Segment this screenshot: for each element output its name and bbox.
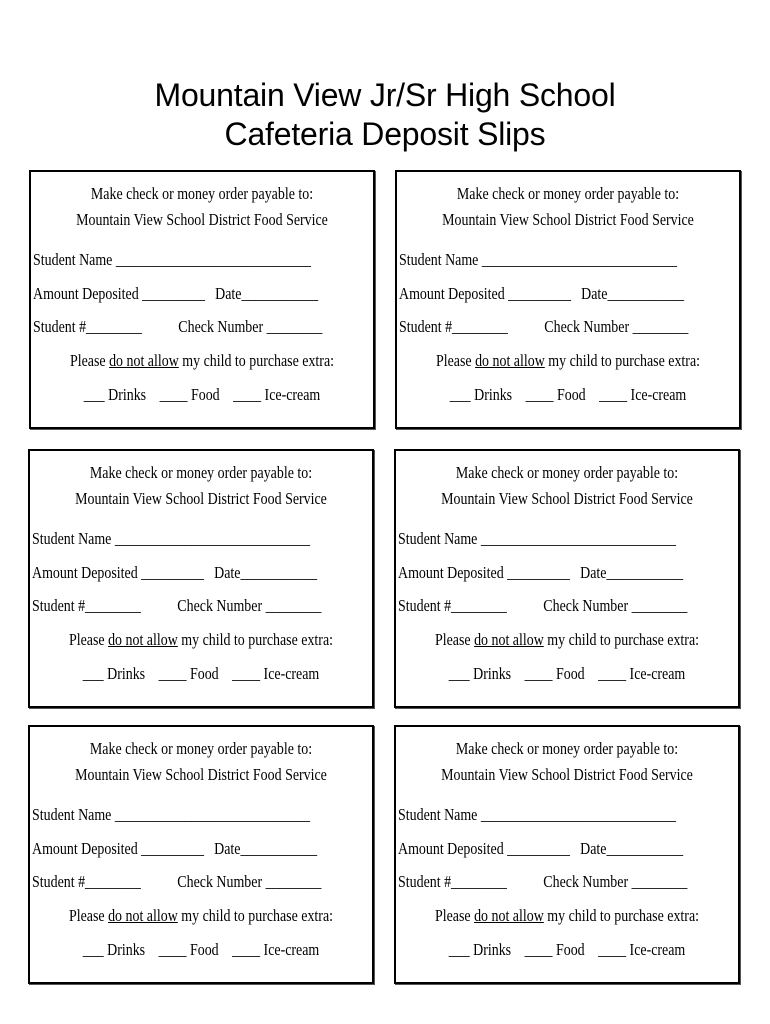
payee-name: Mountain View School District Food Service bbox=[442, 210, 694, 229]
date-field[interactable]: Date___________ bbox=[580, 839, 684, 858]
amount-deposited-field[interactable]: Amount Deposited _________ bbox=[33, 284, 205, 303]
student-check-row bbox=[32, 596, 322, 616]
icecream-option[interactable]: ____ Ice-cream bbox=[598, 664, 686, 683]
restriction-options bbox=[427, 664, 707, 684]
check-number-field[interactable]: Check Number ________ bbox=[177, 596, 322, 615]
page-title-line-1: Mountain View Jr/Sr High School bbox=[154, 77, 616, 113]
restriction-label bbox=[61, 630, 341, 650]
student-check-row bbox=[32, 872, 322, 892]
student-check-row bbox=[399, 317, 689, 337]
payable-to-label: Make check or money order payable to: bbox=[89, 739, 313, 758]
restriction-suffix: my child to purchase extra: bbox=[543, 630, 700, 649]
amount-date-row bbox=[33, 284, 319, 304]
restriction-suffix: my child to purchase extra: bbox=[177, 630, 334, 649]
date-field[interactable]: Date___________ bbox=[214, 563, 318, 582]
restriction-suffix: my child to purchase extra: bbox=[177, 906, 334, 925]
check-number-field[interactable]: Check Number ________ bbox=[544, 317, 689, 336]
restriction-options bbox=[427, 940, 707, 960]
food-option[interactable]: ____ Food bbox=[524, 664, 585, 683]
restriction-label bbox=[61, 906, 341, 926]
restriction-options bbox=[61, 940, 341, 960]
deposit-slip bbox=[395, 170, 741, 429]
student-name-field[interactable]: Student Name ____________________________ bbox=[33, 250, 312, 269]
student-number-field[interactable]: Student #________ bbox=[32, 596, 141, 615]
date-field[interactable]: Date___________ bbox=[580, 563, 684, 582]
amount-deposited-field[interactable]: Amount Deposited _________ bbox=[399, 284, 571, 303]
student-name-field[interactable]: Student Name ____________________________ bbox=[399, 250, 678, 269]
payable-to-label: Make check or money order payable to: bbox=[90, 184, 314, 203]
payee-name: Mountain View School District Food Service bbox=[75, 489, 327, 508]
drinks-option[interactable]: ___ Drinks bbox=[82, 664, 146, 683]
amount-deposited-field[interactable]: Amount Deposited _________ bbox=[398, 563, 570, 582]
amount-date-row bbox=[398, 839, 684, 859]
icecream-option[interactable]: ____ Ice-cream bbox=[232, 940, 320, 959]
payee-name: Mountain View School District Food Service bbox=[76, 210, 328, 229]
date-field[interactable]: Date___________ bbox=[214, 839, 318, 858]
restriction-prefix: Please bbox=[69, 351, 110, 370]
icecream-option[interactable]: ____ Ice-cream bbox=[599, 385, 687, 404]
check-number-field[interactable]: Check Number ________ bbox=[543, 596, 688, 615]
restriction-label bbox=[62, 351, 342, 371]
payable-to-label: Make check or money order payable to: bbox=[89, 463, 313, 482]
food-option[interactable]: ____ Food bbox=[524, 940, 585, 959]
food-option[interactable]: ____ Food bbox=[158, 664, 219, 683]
drinks-option[interactable]: ___ Drinks bbox=[448, 940, 512, 959]
restriction-options bbox=[61, 664, 341, 684]
restriction-options bbox=[62, 385, 342, 405]
amount-date-row bbox=[32, 839, 318, 859]
payee-name: Mountain View School District Food Service bbox=[441, 489, 693, 508]
deposit-slip bbox=[29, 170, 375, 429]
restriction-prefix: Please bbox=[434, 906, 475, 925]
food-option[interactable]: ____ Food bbox=[158, 940, 219, 959]
date-field[interactable]: Date___________ bbox=[215, 284, 319, 303]
payee-name: Mountain View School District Food Service bbox=[441, 765, 693, 784]
restriction-label bbox=[427, 906, 707, 926]
restriction-emphasis: do not allow bbox=[109, 351, 179, 370]
restriction-emphasis: do not allow bbox=[108, 630, 178, 649]
restriction-prefix: Please bbox=[68, 906, 109, 925]
food-option[interactable]: ____ Food bbox=[159, 385, 220, 404]
student-check-row bbox=[33, 317, 323, 337]
student-name-field[interactable]: Student Name ____________________________ bbox=[398, 529, 677, 548]
restriction-suffix: my child to purchase extra: bbox=[543, 906, 700, 925]
student-check-row bbox=[398, 872, 688, 892]
deposit-slip bbox=[28, 449, 374, 708]
student-check-row bbox=[398, 596, 688, 616]
student-name-field[interactable]: Student Name ____________________________ bbox=[398, 805, 677, 824]
restriction-prefix: Please bbox=[435, 351, 476, 370]
student-number-field[interactable]: Student #________ bbox=[399, 317, 508, 336]
drinks-option[interactable]: ___ Drinks bbox=[449, 385, 513, 404]
student-name-field[interactable]: Student Name ____________________________ bbox=[32, 529, 311, 548]
student-number-field[interactable]: Student #________ bbox=[33, 317, 142, 336]
check-number-field[interactable]: Check Number ________ bbox=[178, 317, 323, 336]
amount-deposited-field[interactable]: Amount Deposited _________ bbox=[32, 839, 204, 858]
deposit-slip bbox=[394, 725, 740, 984]
check-number-field[interactable]: Check Number ________ bbox=[177, 872, 322, 891]
check-number-field[interactable]: Check Number ________ bbox=[543, 872, 688, 891]
deposit-slip bbox=[394, 449, 740, 708]
amount-deposited-field[interactable]: Amount Deposited _________ bbox=[32, 563, 204, 582]
student-name-field[interactable]: Student Name ____________________________ bbox=[32, 805, 311, 824]
amount-deposited-field[interactable]: Amount Deposited _________ bbox=[398, 839, 570, 858]
restriction-emphasis: do not allow bbox=[474, 630, 544, 649]
restriction-suffix: my child to purchase extra: bbox=[544, 351, 701, 370]
payable-to-label: Make check or money order payable to: bbox=[455, 739, 679, 758]
amount-date-row bbox=[32, 563, 318, 583]
page-title-line-2: Cafeteria Deposit Slips bbox=[224, 116, 546, 152]
food-option[interactable]: ____ Food bbox=[525, 385, 586, 404]
payee-name: Mountain View School District Food Service bbox=[75, 765, 327, 784]
restriction-prefix: Please bbox=[68, 630, 109, 649]
restriction-options bbox=[428, 385, 708, 405]
restriction-prefix: Please bbox=[434, 630, 475, 649]
payable-to-label: Make check or money order payable to: bbox=[455, 463, 679, 482]
date-field[interactable]: Date___________ bbox=[581, 284, 685, 303]
amount-date-row bbox=[399, 284, 685, 304]
drinks-option[interactable]: ___ Drinks bbox=[448, 664, 512, 683]
icecream-option[interactable]: ____ Ice-cream bbox=[598, 940, 686, 959]
student-number-field[interactable]: Student #________ bbox=[32, 872, 141, 891]
restriction-emphasis: do not allow bbox=[108, 906, 178, 925]
drinks-option[interactable]: ___ Drinks bbox=[82, 940, 146, 959]
icecream-option[interactable]: ____ Ice-cream bbox=[233, 385, 321, 404]
amount-date-row bbox=[398, 563, 684, 583]
restriction-label bbox=[428, 351, 708, 371]
student-number-field[interactable]: Student #________ bbox=[398, 872, 507, 891]
deposit-slip bbox=[28, 725, 374, 984]
restriction-label bbox=[427, 630, 707, 650]
payable-to-label: Make check or money order payable to: bbox=[456, 184, 680, 203]
restriction-emphasis: do not allow bbox=[474, 906, 544, 925]
restriction-suffix: my child to purchase extra: bbox=[178, 351, 335, 370]
drinks-option[interactable]: ___ Drinks bbox=[83, 385, 147, 404]
icecream-option[interactable]: ____ Ice-cream bbox=[232, 664, 320, 683]
student-number-field[interactable]: Student #________ bbox=[398, 596, 507, 615]
restriction-emphasis: do not allow bbox=[475, 351, 545, 370]
